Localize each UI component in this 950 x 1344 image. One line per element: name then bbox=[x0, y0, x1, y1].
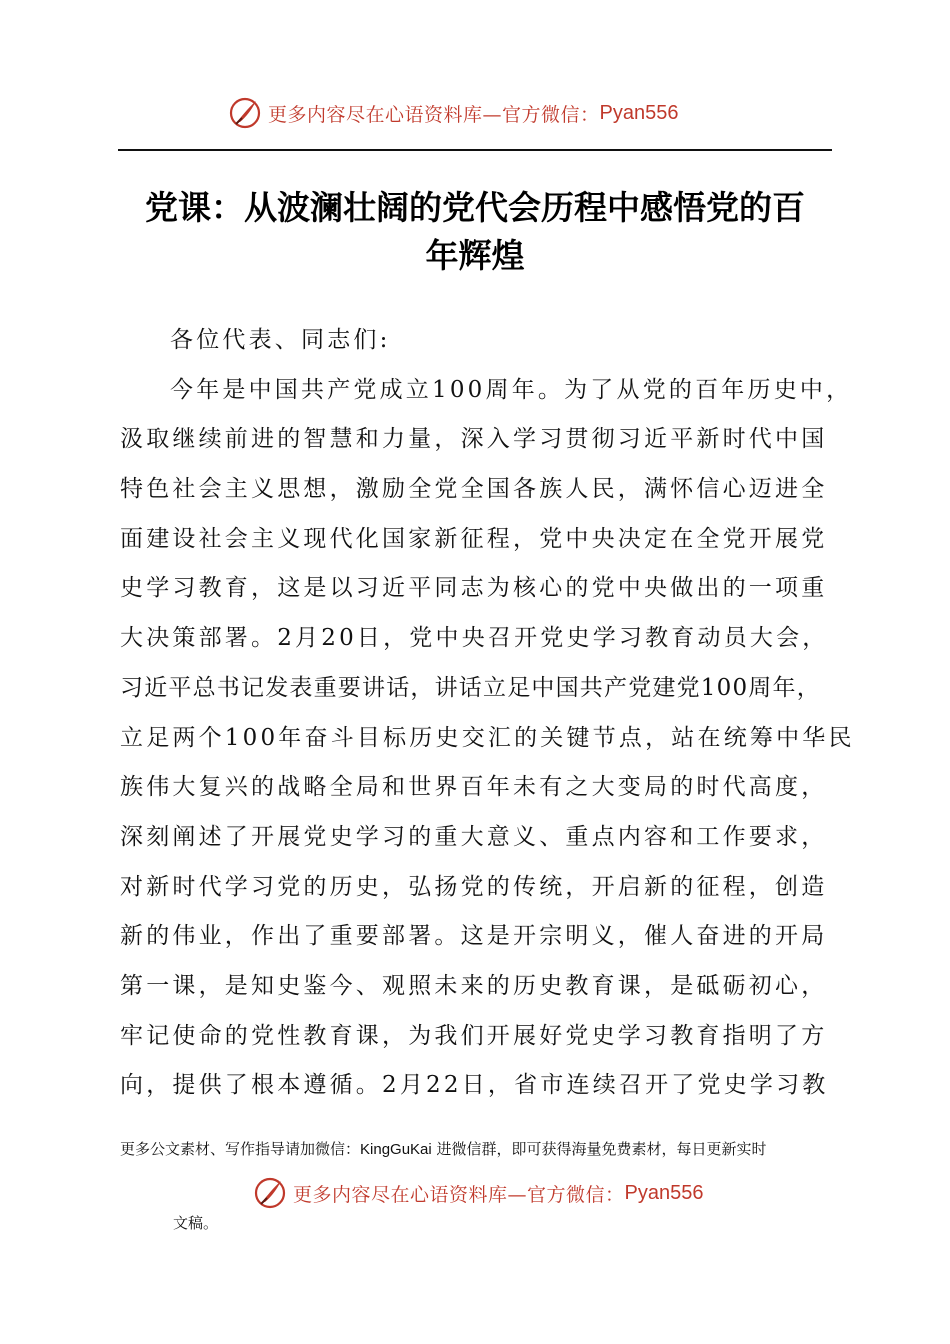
title-line: 年辉煌 bbox=[425, 236, 525, 275]
body-line: 新的伟业，作出了重要部署。这是开宗明义，催人奋进的开局 bbox=[120, 923, 828, 950]
brand-wechat-id: Pyan556 bbox=[599, 101, 679, 124]
brand-text: 更多内容尽在心语资料库—官方微信： bbox=[268, 103, 600, 126]
body-line: 向，提供了根本遵循。2月22日，省市连续召开了党史学习教 bbox=[120, 1072, 829, 1099]
body-line: 牢记使命的党性教育课，为我们开展好党史学习教育指明了方 bbox=[120, 1022, 828, 1049]
brand-text: 更多内容尽在心语资料库—官方微信： bbox=[293, 1183, 625, 1206]
quill-pen-logo-icon bbox=[228, 96, 262, 130]
header-watermark bbox=[228, 96, 678, 130]
footer-note bbox=[120, 1138, 840, 1161]
quill-pen-logo-icon bbox=[253, 1176, 287, 1210]
brand-wechat-id: Pyan556 bbox=[624, 1181, 704, 1204]
footer-watermark bbox=[253, 1176, 703, 1210]
body-line: 面建设社会主义现代化国家新征程，党中央决定在全党开展党 bbox=[120, 525, 828, 552]
body-line: 第一课，是知史鉴今、观照未来的历史教育课，是砥砺初心， bbox=[120, 972, 828, 999]
body-line: 今年是中国共产党成立100周年。为了从党的百年历史中， bbox=[170, 376, 853, 403]
footer-text-before: 更多公文素材、写作指导请加微信： bbox=[120, 1140, 361, 1158]
body-line: 族伟大复兴的战略全局和世界百年未有之大变局的时代高度， bbox=[120, 774, 828, 801]
salutation: 各位代表、同志们: bbox=[170, 327, 391, 353]
document-title bbox=[118, 184, 832, 280]
footer-text-after: 进微信群，即可获得海量免费素材，每日更新实时 bbox=[431, 1140, 767, 1158]
body-line: 对新时代学习党的历史，弘扬党的传统，开启新的征程，创造 bbox=[120, 873, 828, 900]
footer-wechat-id: KingGuKai bbox=[360, 1141, 432, 1158]
body-line: 大决策部署。2月20日，党中央召开党史学习教育动员大会， bbox=[120, 625, 829, 652]
body-line: 特色社会主义思想，激励全党全国各族人民，满怀信心迈进全 bbox=[120, 476, 828, 503]
body-line: 习近平总书记发表重要讲话，讲话立足中国共产党建党100周年， bbox=[120, 674, 821, 701]
body-line: 深刻阐述了开展党史学习的重大意义、重点内容和工作要求， bbox=[120, 823, 828, 850]
body-line: 汲取继续前进的智慧和力量，深入学习贯彻习近平新时代中国 bbox=[120, 426, 828, 453]
footer-note-tail: 文稿。 bbox=[173, 1214, 219, 1232]
title-line: 党课：从波澜壮阔的党代会历程中感悟党的百 bbox=[145, 188, 805, 227]
body-line: 立足两个100年奋斗目标历史交汇的关键节点，站在统筹中华民 bbox=[120, 724, 855, 751]
body-line: 史学习教育，这是以习近平同志为核心的党中央做出的一项重 bbox=[120, 575, 828, 602]
document-body bbox=[120, 316, 855, 1111]
header-divider bbox=[118, 149, 832, 151]
